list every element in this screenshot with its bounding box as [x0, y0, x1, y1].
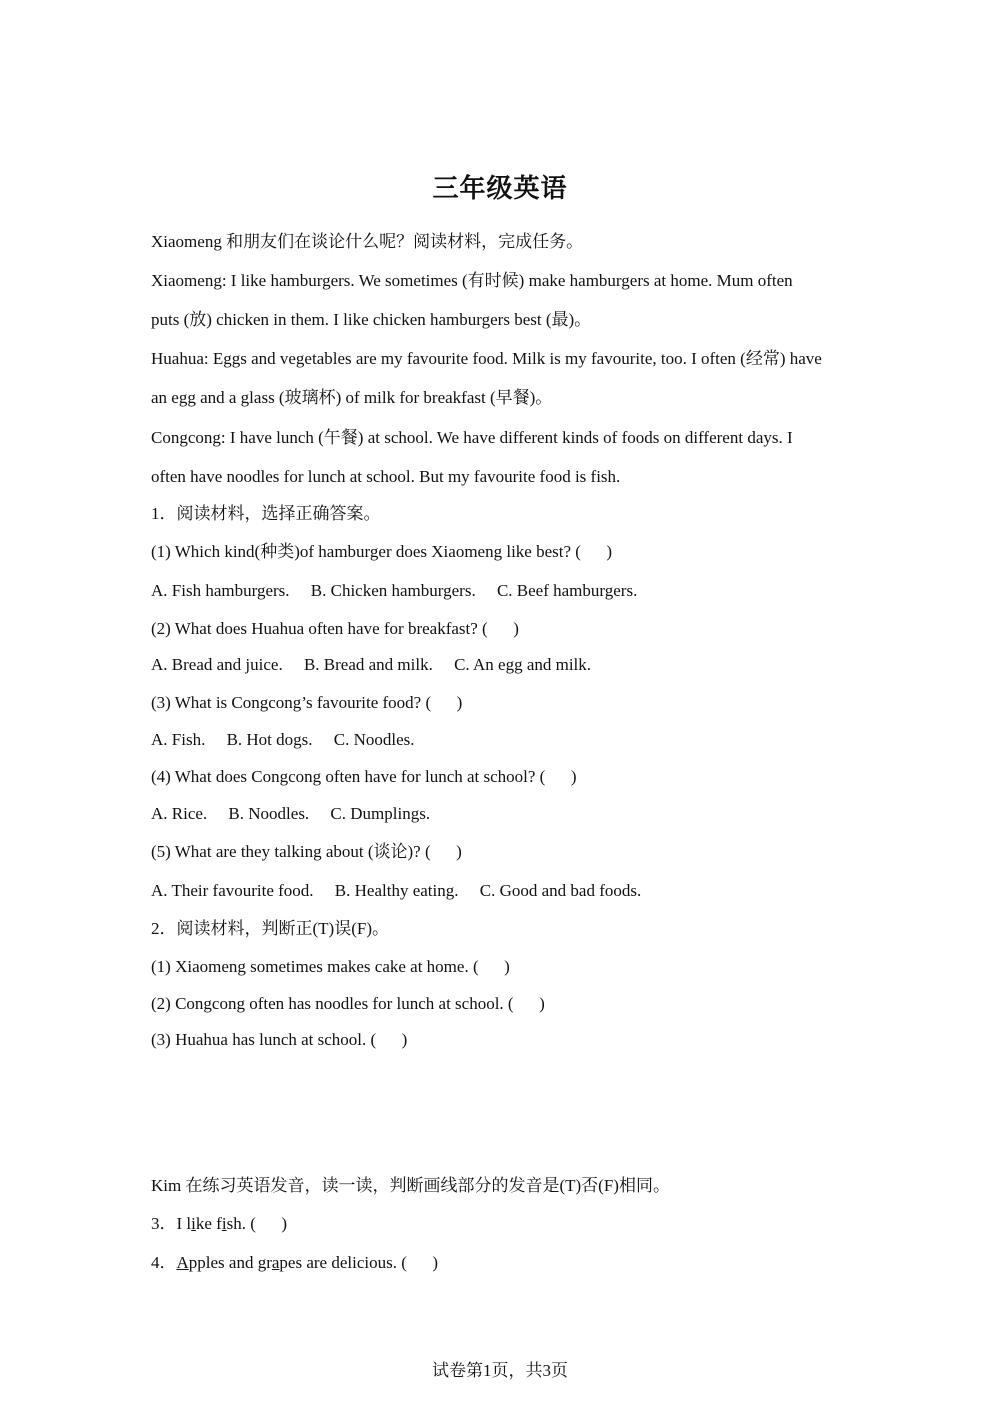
- underlined-letter: a: [271, 1253, 280, 1272]
- text: pes are delicious. ( ): [279, 1253, 439, 1272]
- pronunciation-question-4: [151, 1252, 871, 1274]
- reading-intro: Xiaomeng 和朋友们在谈论什么呢？阅读材料，完成任务。: [151, 232, 584, 251]
- passage-line: Huahua: Eggs and vegetables are my favourite food. Milk is my favourite, too. I often (经常) have: [151, 349, 822, 368]
- task1-heading: 1．阅读材料，选择正确答案。: [151, 504, 381, 523]
- task2-heading: 2．阅读材料，判断正(T)误(F)。: [151, 919, 389, 938]
- passage-line: Congcong: I have lunch (午餐) at school. We have different kinds of foods on different days. I: [151, 428, 793, 447]
- pronunciation-question-3: [151, 1213, 871, 1235]
- true-false-item: (2) Congcong often has noodles for lunch at school. ( ): [151, 994, 545, 1013]
- answer-options: A. Their favourite food. B. Healthy eating. C. Good and bad foods.: [151, 881, 642, 900]
- passage-line: Xiaomeng: I like hamburgers. We sometimes (有时候) make hamburgers at home. Mum often: [151, 271, 793, 290]
- answer-options: A. Fish. B. Hot dogs. C. Noodles.: [151, 730, 415, 749]
- text: 3．I l: [151, 1214, 192, 1233]
- question: (3) What is Congcong’s favourite food? ( ): [151, 693, 463, 712]
- text: ke f: [195, 1214, 222, 1233]
- text: pples and gr: [188, 1253, 272, 1272]
- page-footer: 试卷第1页，共3页: [432, 1361, 568, 1380]
- underlined-letter: i: [221, 1214, 227, 1233]
- passage-line: puts (放) chicken in them. I like chicken hamburgers best (最)。: [151, 310, 592, 329]
- underlined-letter: A: [176, 1253, 189, 1272]
- passage-line: an egg and a glass (玻璃杯) of milk for breakfast (早餐)。: [151, 388, 553, 407]
- true-false-item: (1) Xiaomeng sometimes makes cake at home. ( ): [151, 957, 510, 976]
- question: (2) What does Huahua often have for breakfast? ( ): [151, 619, 519, 638]
- page-title: 三年级英语: [432, 174, 568, 204]
- question: (1) Which kind(种类)of hamburger does Xiaomeng like best? ( ): [151, 542, 613, 561]
- answer-options: A. Fish hamburgers. B. Chicken hamburgers. C. Beef hamburgers.: [151, 581, 638, 600]
- text: sh. ( ): [226, 1214, 288, 1233]
- true-false-item: (3) Huahua has lunch at school. ( ): [151, 1030, 408, 1049]
- passage-line: often have noodles for lunch at school. But my favourite food is fish.: [151, 467, 621, 486]
- answer-options: A. Rice. B. Noodles. C. Dumplings.: [151, 804, 431, 823]
- question: (4) What does Congcong often have for lunch at school? ( ): [151, 767, 577, 786]
- text: 4．: [151, 1253, 177, 1272]
- underlined-letter: i: [191, 1214, 196, 1233]
- pronunciation-intro: Kim 在练习英语发音，读一读，判断画线部分的发音是(T)否(F)相同。: [151, 1176, 670, 1195]
- question: (5) What are they talking about (谈论)? ( ): [151, 842, 462, 861]
- answer-options: A. Bread and juice. B. Bread and milk. C. An egg and milk.: [151, 655, 592, 674]
